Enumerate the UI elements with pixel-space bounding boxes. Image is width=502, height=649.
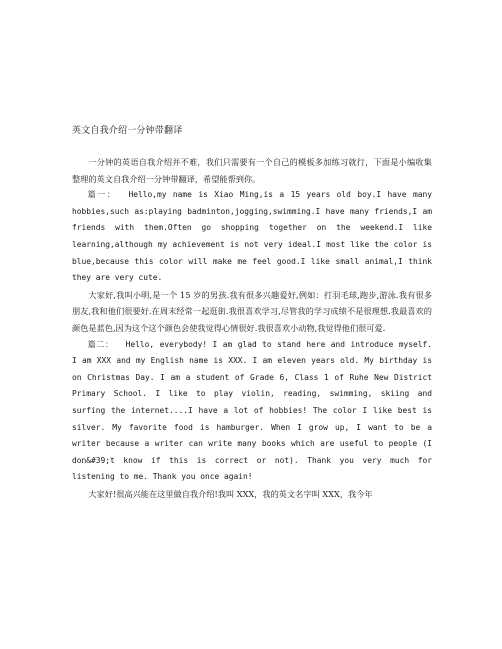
section1-chinese-paragraph: 大家好,我叫小明,是一个 15 岁的男孩.我有很多兴趣爱好,例如：打羽毛球,跑步,游泳.我有很多朋友,我和他们很要好.在周末经常一起逛街.我很喜欢学习,尽管我的学习成绩不是很理想.我最喜欢的颜色是蓝色,因为这个这个颜色会使我觉得心情很好.我很喜欢小动物,我觉得他们很可爱. bbox=[72, 289, 432, 333]
document-page bbox=[72, 124, 432, 502]
section2-english-paragraph bbox=[72, 337, 432, 486]
intro-paragraph: 一分钟的英语自我介绍并不难，我们只需要有一个自己的模板多加练习就行，下面是小编收集整理的英文自我介绍一分钟带翻译，希望能帮到你。 bbox=[72, 157, 432, 184]
document-title: 英文自我介绍一分钟带翻译 bbox=[72, 126, 183, 136]
section2-chinese-paragraph: 大家好!很高兴能在这里做自我介绍!我叫 XXX，我的英文名字叫 XXX，我今年 bbox=[88, 488, 373, 499]
section1-english-paragraph bbox=[72, 187, 432, 287]
section2-english-text: Hello, everybody! I am glad to stand here and introduce myself. I am XXX and my English name is XXX. I am eleven years old. My birthday is on Christmas Day. I am a student of Grade 6, Class 1 of Ruhe New District Primary School. I like to play violin, reading, swimming, skiing and surfing the internet....I have a lot of hobbies! The color I like best is silver. My favorite food is hamburger. When I grow up, I want to be a writer because a writer can write many books which are useful to people (I don&#39;t know if this is correct or not). Thank you very much for listening to me. Thank you once again! bbox=[72, 339, 432, 482]
section1-label: 篇一： bbox=[87, 190, 117, 200]
section2-label: 篇二： bbox=[87, 339, 114, 349]
section1-english-text: Hello,my name is Xiao Ming,is a 15 years old boy.I have many hobbies,such as:playing badminton,jogging,swimming.I have many friends,I am friends with them.Often go shopping together on the weekend.I like learning,although my achievement is not very ideal.I most like the color is blue,because this color will make me feel good.I like small animal,I think they are very cute. bbox=[72, 190, 432, 283]
